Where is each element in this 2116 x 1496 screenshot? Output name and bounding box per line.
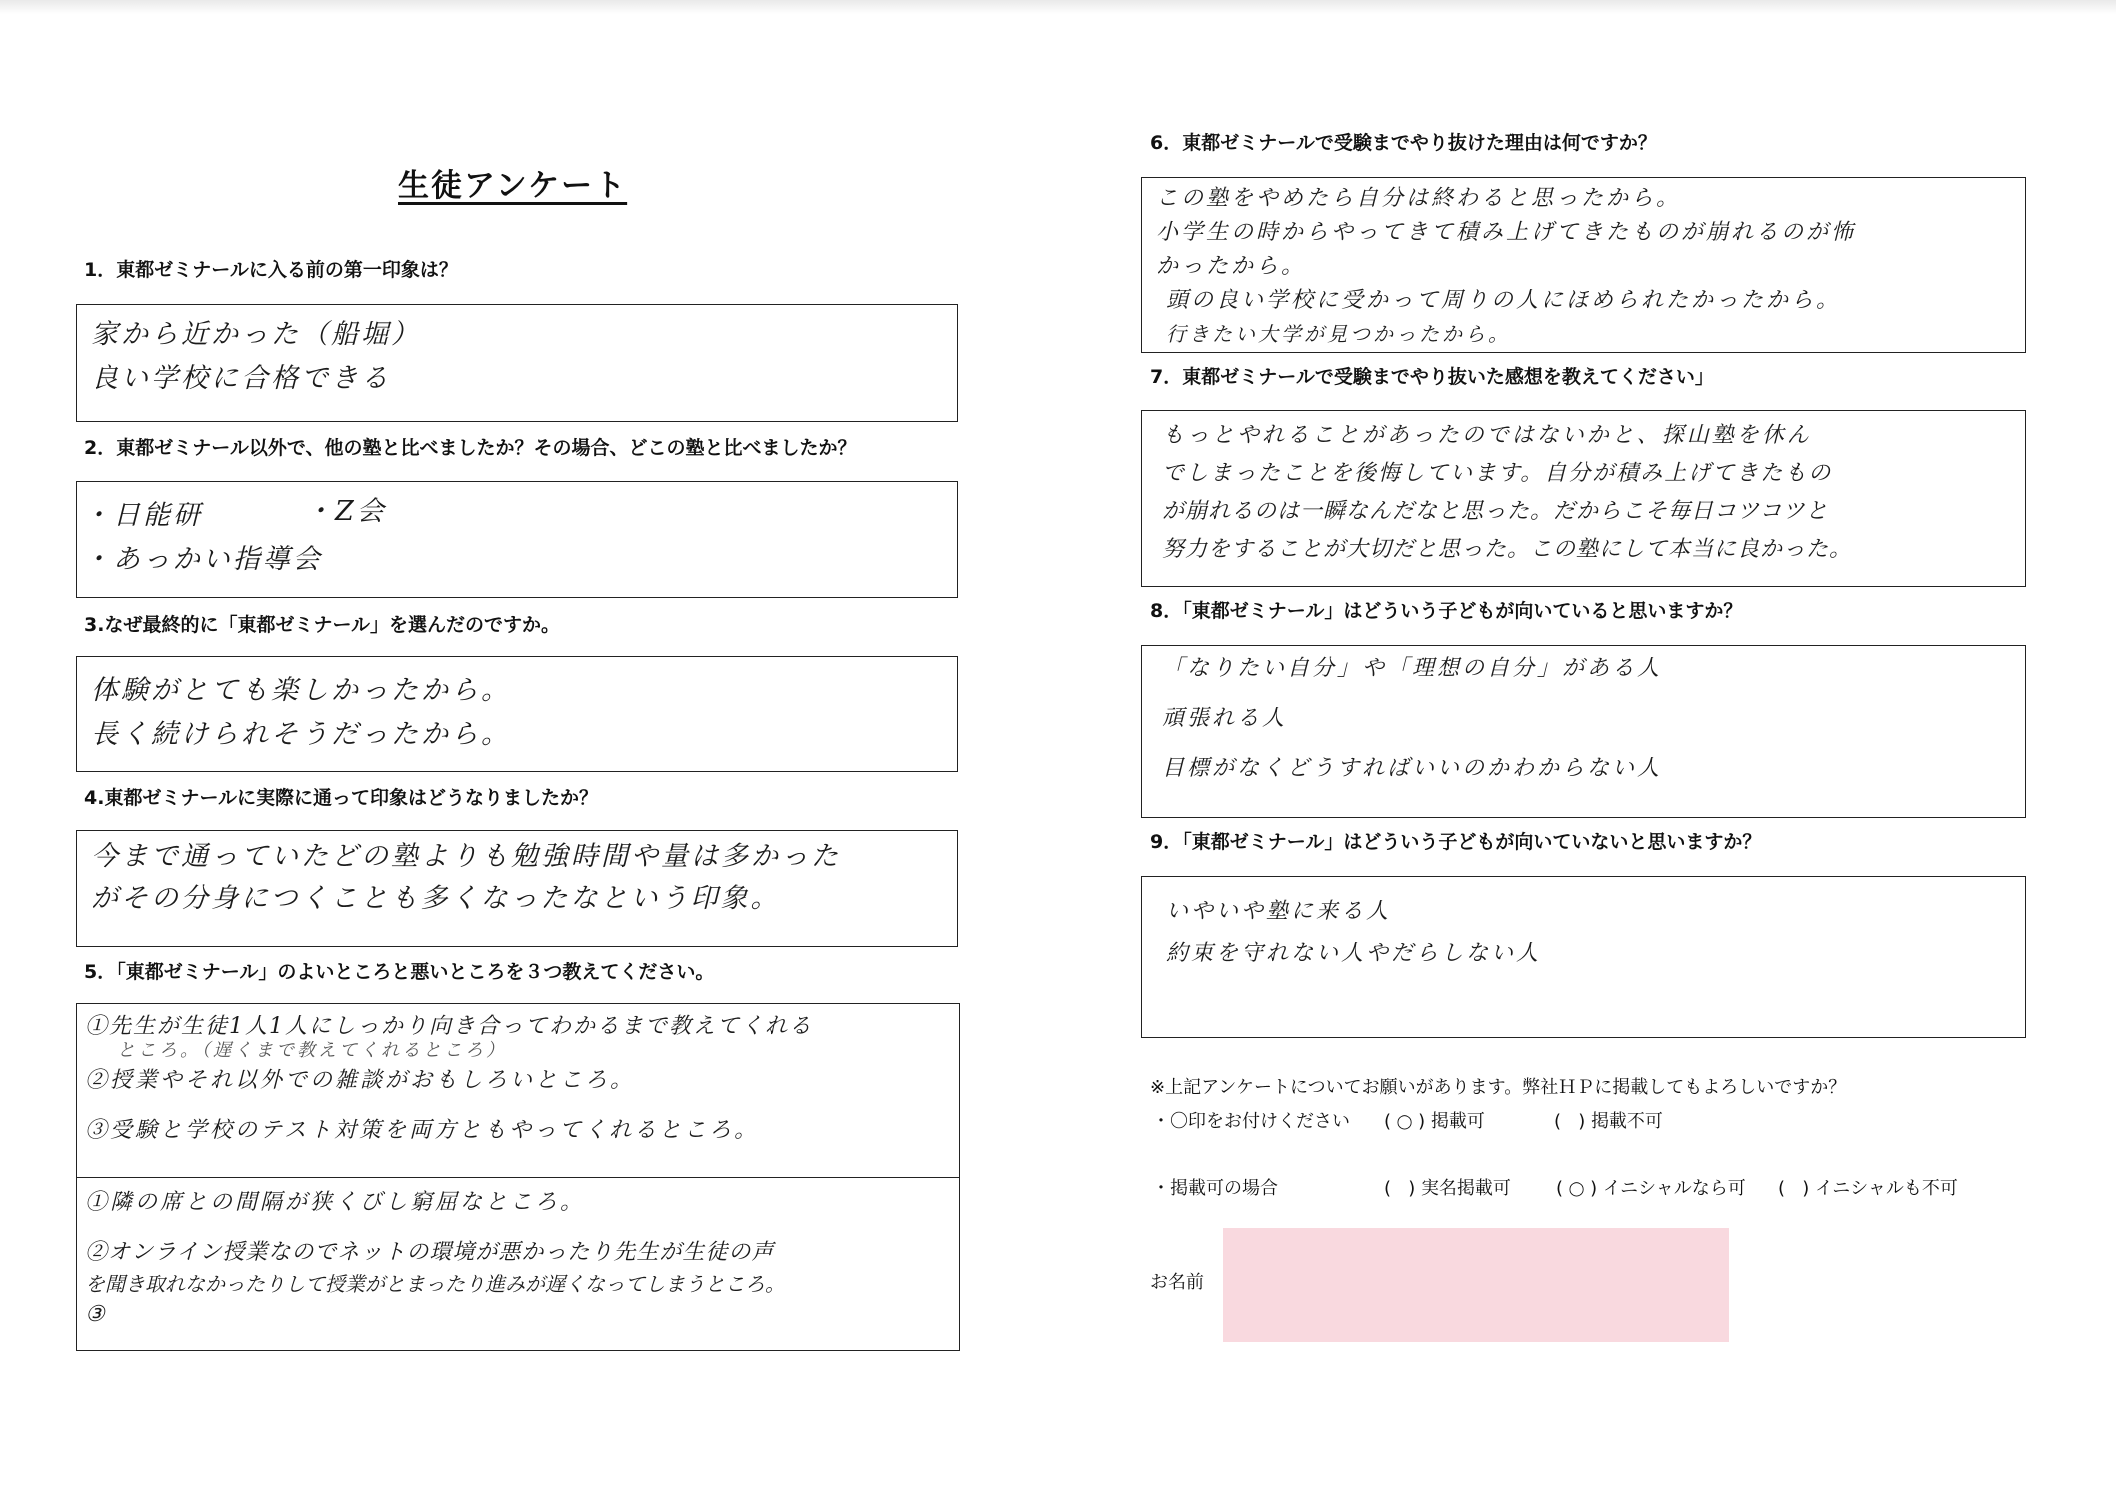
answer-box-6	[1141, 177, 2026, 353]
answer-6-line-5: 行きたい大学が見つかったから。	[1166, 322, 1511, 346]
option-allowed-label: 掲載可	[1430, 1111, 1485, 1132]
if-allowed-label: ・掲載可の場合	[1152, 1178, 1278, 1199]
option-not-allowed[interactable]: ( ) 掲載不可	[1554, 1111, 1663, 1132]
answer-7-line-1: もっとやれることがあったのではないかと、探山塾を休ん	[1162, 423, 1812, 448]
option-initials-ng[interactable]: ( ) イニシャルも不可	[1778, 1178, 1958, 1199]
answer-box-3	[76, 656, 958, 772]
option-initials-ok-label: イニシャルなら可	[1602, 1178, 1746, 1199]
answer-box-1	[76, 304, 958, 422]
question-7: 7．東都ゼミナールで受験までやり抜いた感想を教えてください」	[1150, 366, 1714, 388]
answer-4-line-2: がその分身につくことも多くなったなという印象。	[91, 883, 781, 914]
answer-9-line-2: 約束を守れない人やだらしない人	[1166, 941, 1542, 966]
name-redaction	[1223, 1228, 1729, 1342]
answer-box-8	[1141, 645, 2026, 818]
answer-box-2	[76, 481, 958, 598]
answer-5-bad-line-2: ②オンライン授業なのでネットの環境が悪かったり先生が生徒の声	[85, 1240, 775, 1265]
question-9: 9．「東都ゼミナール」はどういう子どもが向いていないと思いますか？	[1150, 831, 1762, 853]
answer-4-line-1: 今まで通っていたどの塾よりも勉強時間や量は多かった	[91, 841, 841, 872]
option-allowed[interactable]: ( ◯ ) 掲載可	[1384, 1111, 1485, 1132]
question-5: 5．「東都ゼミナール」のよいところと悪いところを３つ教えてください。	[84, 961, 715, 983]
answer-9-line-1: いやいや塾に来る人	[1166, 899, 1392, 924]
answer-box-7	[1141, 410, 2026, 587]
option-initials-ok[interactable]: ( ◯ ) イニシャルなら可	[1556, 1178, 1746, 1199]
option-real-name-label: 実名掲載可	[1420, 1178, 1511, 1199]
scan-edge-shade	[0, 0, 2116, 14]
answer-8-line-3: 目標がなくどうすればいいのかわからない人	[1162, 756, 1663, 781]
circle-mark-icon: ◯	[1568, 1181, 1585, 1197]
answer-1-line-1: 家から近かった（船堀）	[91, 319, 421, 350]
answer-6-line-4: 頭の良い学校に受かって周りの人にほめられたかったから。	[1166, 288, 1842, 313]
answer-2-line-2: ・Z会	[305, 496, 387, 527]
option-initials-ng-label: イニシャルも不可	[1814, 1178, 1958, 1199]
circle-mark-icon: ◯	[1396, 1114, 1413, 1130]
publication-request: ※上記アンケートについてお願いがあります。弊社ＨＰに掲載してもよろしいですか？	[1150, 1077, 1847, 1098]
answer-6-line-3: かったから。	[1156, 254, 1307, 279]
answer-5-good-line-4: ③受験と学校のテスト対策を両方ともやってくれるところ。	[85, 1118, 760, 1143]
answer-box-4	[76, 830, 958, 947]
answer-box-5-good	[76, 1003, 960, 1179]
answer-3-line-2: 長く続けられそうだったから。	[91, 719, 511, 750]
answer-box-5-bad	[76, 1177, 960, 1351]
answer-7-line-4: 努力をすることが大切だと思った。この塾にして本当に良かった。	[1162, 537, 1853, 562]
answer-2-line-3: ・あっかい指導会	[83, 544, 323, 575]
answer-7-line-3: が崩れるのは一瞬なんだなと思った。だからこそ毎日コツコツと	[1162, 499, 1829, 524]
answer-6-line-2: 小学生の時からやってきて積み上げてきたものが崩れるのが怖	[1156, 220, 1857, 245]
answer-7-line-2: でしまったことを後悔しています。自分が積み上げてきたもの	[1162, 461, 1833, 486]
answer-5-bad-line-4: ③	[85, 1302, 108, 1327]
option-not-allowed-label: 掲載不可	[1590, 1111, 1663, 1132]
question-8: 8．「東都ゼミナール」はどういう子どもが向いていると思いますか？	[1150, 600, 1743, 622]
answer-5-good-line-3: ②授業やそれ以外での雑談がおもしろいところ。	[85, 1068, 636, 1093]
mark-instruction: ・〇印をお付けください	[1152, 1111, 1350, 1132]
page-title: 生徒アンケート	[398, 168, 628, 204]
answer-1-line-2: 良い学校に合格できる	[91, 363, 391, 394]
answer-8-line-2: 頑張れる人	[1162, 706, 1288, 731]
question-2: 2．東都ゼミナール以外で、他の塾と比べましたか？その場合、どこの塾と比べましたか？	[84, 437, 857, 459]
question-6: 6．東都ゼミナールで受験までやり抜けた理由は何ですか？	[1150, 132, 1657, 154]
answer-6-line-1: この塾をやめたら自分は終わると思ったから。	[1156, 186, 1682, 211]
name-label: お名前	[1150, 1272, 1204, 1293]
answer-3-line-1: 体験がとても楽しかったから。	[91, 675, 511, 706]
answer-5-good-line-1: ①先生が生徒1人1人にしっかり向き合ってわかるまで教えてくれる	[85, 1014, 813, 1039]
answer-5-bad-line-3: を聞き取れなかったりして授業がとまったり進みが遅くなってしまうところ。	[85, 1272, 785, 1296]
answer-5-good-line-2: ところ。（遅くまで教えてくれるところ）	[117, 1040, 507, 1061]
answer-2-line-1: ・日能研	[83, 500, 203, 531]
answer-box-9	[1141, 876, 2026, 1038]
answer-5-bad-line-1: ①隣の席との間隔が狭くびし窮屈なところ。	[85, 1190, 586, 1215]
question-3: 3.なぜ最終的に「東都ゼミナール」を選んだのですか。	[84, 614, 561, 636]
question-4: 4.東都ゼミナールに実際に通って印象はどうなりましたか？	[84, 787, 599, 809]
option-real-name[interactable]: ( ) 実名掲載可	[1384, 1178, 1511, 1199]
answer-8-line-1: 「なりたい自分」や「理想の自分」がある人	[1162, 656, 1663, 681]
question-1: 1．東都ゼミナールに入る前の第一印象は？	[84, 259, 458, 281]
